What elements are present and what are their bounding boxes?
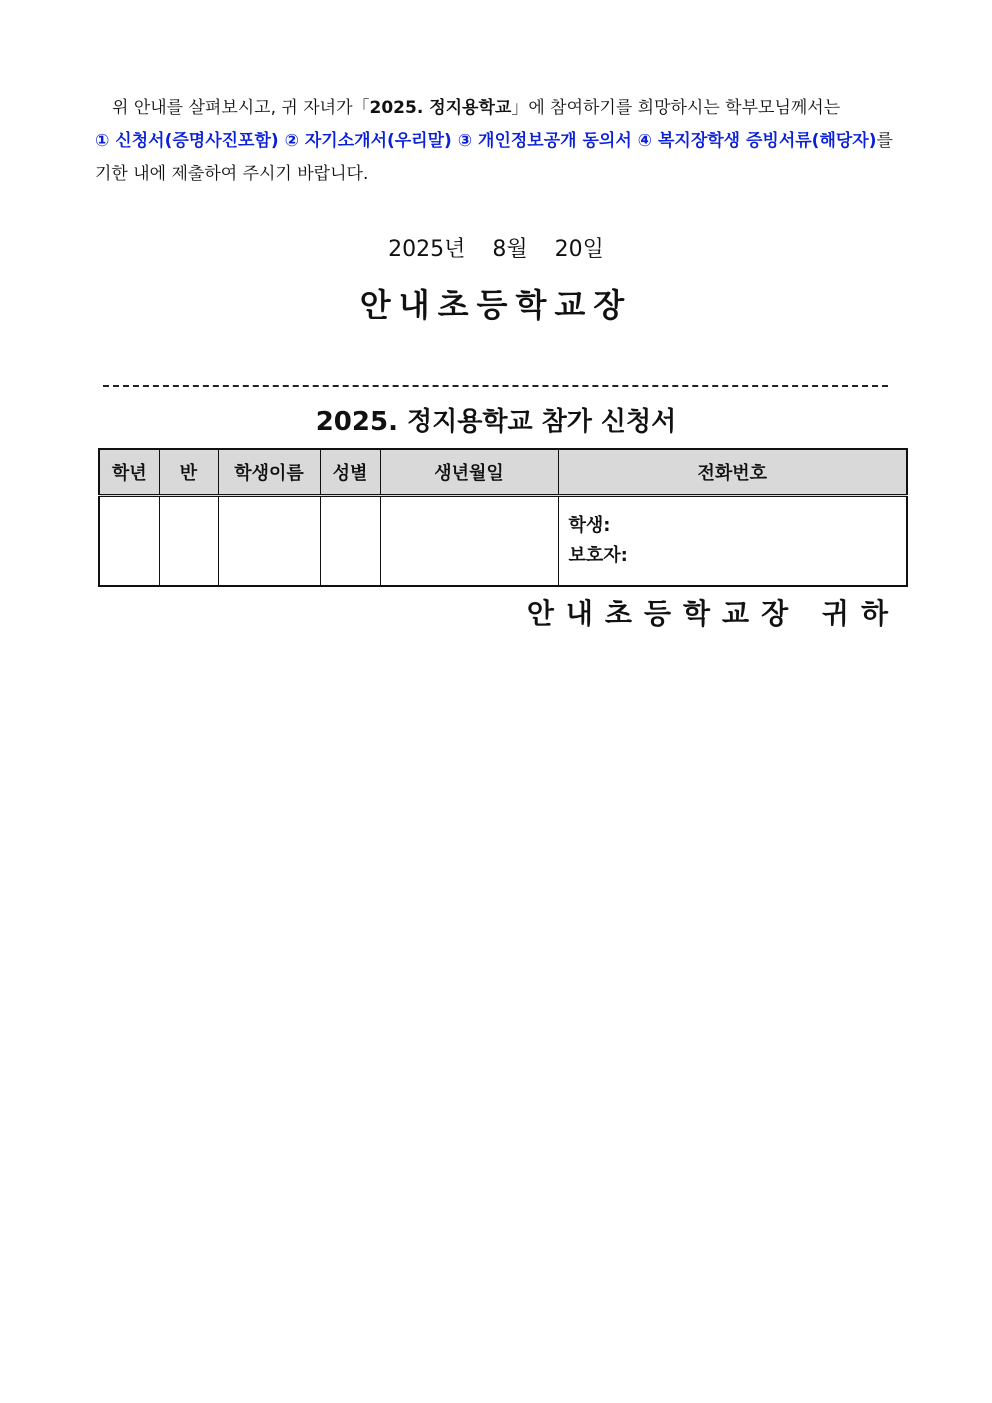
birthdate-cell[interactable] bbox=[380, 496, 558, 587]
intro-text-1: 위 안내를 살펴보시고, 귀 자녀가「 bbox=[112, 98, 370, 118]
student-name-cell[interactable] bbox=[218, 496, 320, 587]
date-year: 2025년 bbox=[388, 237, 466, 262]
table-header-row bbox=[99, 449, 907, 496]
header-grade: 학년 bbox=[99, 449, 159, 496]
header-gender: 성별 bbox=[320, 449, 380, 496]
intro-text-2: 」에 참여하기를 희망하시는 학부모님께서는 bbox=[511, 98, 841, 118]
issue-date bbox=[0, 232, 992, 263]
phone-student-label: 학생: bbox=[568, 515, 611, 536]
date-day: 20일 bbox=[554, 237, 604, 262]
gender-cell[interactable] bbox=[320, 496, 380, 587]
header-birthdate: 생년월일 bbox=[380, 449, 558, 496]
principal-signature: 안내초등학교장 bbox=[359, 286, 633, 324]
header-phone: 전화번호 bbox=[558, 449, 907, 496]
header-student-name: 학생이름 bbox=[218, 449, 320, 496]
program-name: 2025. 정지용학교 bbox=[369, 98, 512, 118]
intro-text-4: 기한 내에 제출하여 주시기 바랍니다. bbox=[95, 164, 369, 184]
intro-text-3: 를 bbox=[876, 131, 893, 151]
date-month: 8월 bbox=[492, 237, 528, 262]
cut-line-divider bbox=[103, 385, 888, 387]
class-cell[interactable] bbox=[159, 496, 218, 587]
header-class: 반 bbox=[159, 449, 218, 496]
phone-guardian-label: 보호자: bbox=[568, 545, 628, 566]
addressee-line: 안내초등학교장 귀하 bbox=[526, 597, 900, 630]
application-form-table bbox=[98, 448, 908, 587]
required-documents: ① 신청서(증명사진포함) ② 자기소개서(우리말) ③ 개인정보공개 동의서 ④ 복지장학생 증빙서류(해당자) bbox=[95, 131, 877, 151]
intro-paragraph bbox=[95, 92, 905, 191]
phone-cell[interactable] bbox=[558, 496, 907, 587]
grade-cell[interactable] bbox=[99, 496, 159, 587]
table-row bbox=[99, 496, 907, 587]
form-title: 2025. 정지용학교 참가 신청서 bbox=[315, 407, 677, 437]
